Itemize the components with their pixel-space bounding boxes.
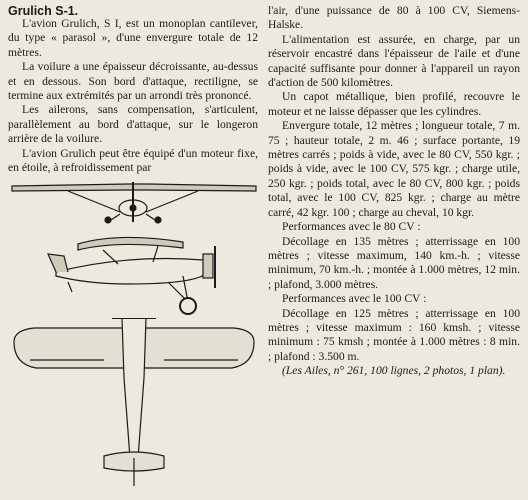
- paragraph: L'avion Grulich peut être équipé d'un moteur fixe, en étoile, à refroidissement par: [8, 146, 258, 175]
- paragraph: Un capot métallique, bien profilé, recouvre le moteur et ne laisse dépasser que les cylindres.: [268, 90, 520, 118]
- right-column: [268, 4, 520, 379]
- paragraph: l'air, d'une puissance de 80 à 100 CV, Siemens-Halske.: [268, 4, 520, 32]
- paragraph: Les ailerons, sans compensation, s'articulent, parallèlement au bord d'attaque, sur le longeron arrière de la voilure.: [8, 103, 258, 146]
- source-citation: (Les Ailes, n° 261, 100 lignes, 2 photos, 1 plan).: [282, 364, 506, 378]
- performance-heading: Performances avec le 80 CV :: [282, 220, 421, 234]
- side-view-drawing: [8, 232, 260, 318]
- specifications-paragraph: Envergure totale, 12 mètres ; longueur totale, 7 m. 75 ; hauteur totale, 2 m. 46 ; surface portante, 19 mètres carrés ; poids à vide, avec le 80 CV, 550 kgr. ; poids à vide, avec le 100 CV, 575 kgr. ; charge utile, 250 kgr. ; poids total, avec le 80 CV, 800 kgr. ; poids total, avec le 100 CV, 825 kgr. ; charge au mètre carré, 42 kgr. 100 ; charge au cheval, 10 kgr.: [268, 119, 520, 219]
- top-view-drawing: [8, 318, 260, 494]
- paragraph: La voilure a une épaisseur décroissante, au-dessus et en dessous. Son bord d'attaque, rectiligne, se termine aux extrémités par un arrondi très prononcé.: [8, 60, 258, 103]
- front-view-drawing: [8, 178, 260, 224]
- performance-paragraph: Décollage en 135 mètres ; atterrissage en 100 mètres ; vitesse maximum, 140 km.-h. ; vitesse minimum, 70 km.-h. ; montée à 1.000 mètres, 12 min. ; plafond, 3.000 mètres.: [268, 234, 520, 291]
- left-column: [8, 17, 258, 175]
- performance-heading: Performances avec le 100 CV :: [282, 292, 427, 306]
- performance-paragraph: Décollage en 125 mètres ; atterrissage en 100 mètres ; vitesse maximum : 160 kmsh. ; vitesse minimum : 75 kmsh ; montée à 1.000 mètres : 8 min. ; plafond : 3.500 m.: [268, 306, 520, 363]
- article-title: Grulich S-1.: [8, 4, 79, 18]
- paragraph: L'avion Grulich, S I, est un monoplan cantilever, du type « parasol », d'une envergure totale de 12 mètres.: [8, 17, 258, 59]
- paragraph: L'alimentation est assurée, en charge, par un réservoir encastré dans l'épaisseur de l'aile et d'une capacité suffisante pour donner à l'appareil un rayon d'action de 500 kilomètres.: [268, 32, 520, 90]
